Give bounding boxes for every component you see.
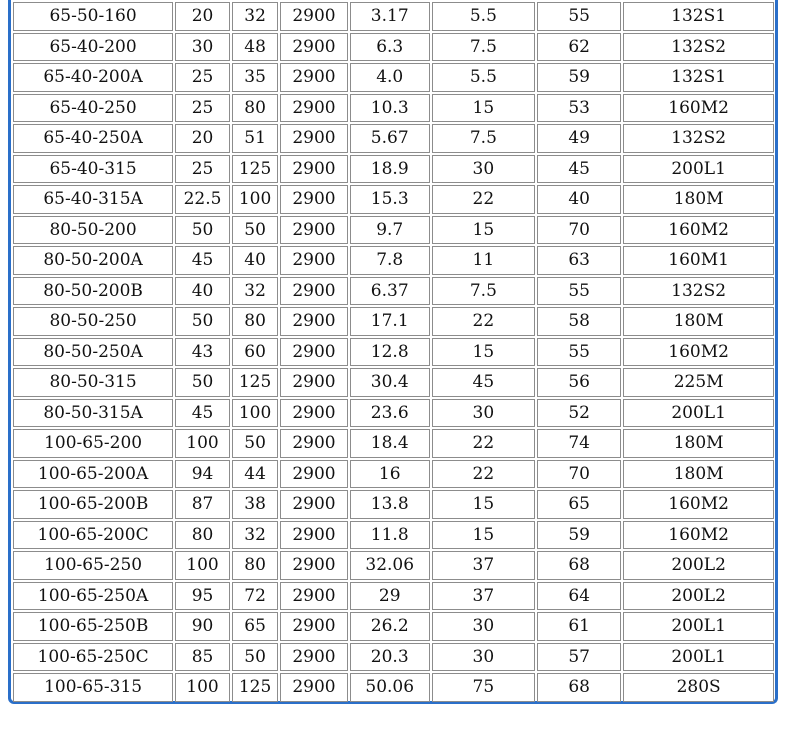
efficiency-cell: 57 — [537, 643, 621, 672]
shaft-power-cell: 7.8 — [350, 246, 430, 275]
efficiency-cell: 55 — [537, 338, 621, 367]
speed-cell: 2900 — [280, 673, 347, 702]
efficiency-cell: 70 — [537, 460, 621, 489]
motor-model-cell: 180M — [623, 185, 774, 214]
motor-power-cell: 15 — [432, 490, 535, 519]
flow-cell: 30 — [175, 33, 230, 62]
efficiency-cell: 59 — [537, 521, 621, 550]
model-cell: 80-50-200A — [13, 246, 173, 275]
efficiency-cell: 61 — [537, 612, 621, 641]
speed-cell: 2900 — [280, 643, 347, 672]
efficiency-cell: 56 — [537, 368, 621, 397]
head-cell: 125 — [232, 368, 278, 397]
flow-cell: 94 — [175, 460, 230, 489]
motor-power-cell: 15 — [432, 94, 535, 123]
flow-cell: 45 — [175, 399, 230, 428]
motor-model-cell: 160M2 — [623, 94, 774, 123]
table-row — [13, 490, 774, 519]
model-cell: 65-40-250A — [13, 124, 173, 153]
speed-cell: 2900 — [280, 551, 347, 580]
efficiency-cell: 68 — [537, 673, 621, 702]
head-cell: 80 — [232, 551, 278, 580]
pump-spec-table — [11, 0, 776, 704]
flow-cell: 80 — [175, 521, 230, 550]
motor-model-cell: 180M — [623, 307, 774, 336]
head-cell: 65 — [232, 612, 278, 641]
table-row — [13, 307, 774, 336]
table-row — [13, 246, 774, 275]
table-row — [13, 216, 774, 245]
table-row — [13, 399, 774, 428]
efficiency-cell: 74 — [537, 429, 621, 458]
motor-model-cell: 200L1 — [623, 155, 774, 184]
shaft-power-cell: 13.8 — [350, 490, 430, 519]
motor-power-cell: 37 — [432, 582, 535, 611]
table-row — [13, 460, 774, 489]
table-row — [13, 185, 774, 214]
table-body — [13, 2, 774, 702]
efficiency-cell: 63 — [537, 246, 621, 275]
motor-model-cell: 225M — [623, 368, 774, 397]
head-cell: 125 — [232, 155, 278, 184]
flow-cell: 40 — [175, 277, 230, 306]
head-cell: 32 — [232, 2, 278, 31]
table-row — [13, 338, 774, 367]
flow-cell: 50 — [175, 368, 230, 397]
motor-model-cell: 132S2 — [623, 277, 774, 306]
efficiency-cell: 53 — [537, 94, 621, 123]
speed-cell: 2900 — [280, 2, 347, 31]
shaft-power-cell: 6.37 — [350, 277, 430, 306]
motor-power-cell: 22 — [432, 185, 535, 214]
shaft-power-cell: 9.7 — [350, 216, 430, 245]
speed-cell: 2900 — [280, 94, 347, 123]
speed-cell: 2900 — [280, 277, 347, 306]
head-cell: 32 — [232, 277, 278, 306]
shaft-power-cell: 17.1 — [350, 307, 430, 336]
motor-power-cell: 75 — [432, 673, 535, 702]
speed-cell: 2900 — [280, 63, 347, 92]
table-frame — [8, 0, 778, 704]
head-cell: 51 — [232, 124, 278, 153]
flow-cell: 43 — [175, 338, 230, 367]
motor-model-cell: 132S1 — [623, 2, 774, 31]
head-cell: 80 — [232, 307, 278, 336]
speed-cell: 2900 — [280, 399, 347, 428]
motor-model-cell: 160M2 — [623, 521, 774, 550]
speed-cell: 2900 — [280, 460, 347, 489]
model-cell: 65-40-315A — [13, 185, 173, 214]
table-row — [13, 33, 774, 62]
model-cell: 65-50-160 — [13, 2, 173, 31]
speed-cell: 2900 — [280, 307, 347, 336]
model-cell: 100-65-250C — [13, 643, 173, 672]
model-cell: 100-65-250 — [13, 551, 173, 580]
motor-power-cell: 7.5 — [432, 124, 535, 153]
shaft-power-cell: 11.8 — [350, 521, 430, 550]
flow-cell: 85 — [175, 643, 230, 672]
model-cell: 65-40-200 — [13, 33, 173, 62]
head-cell: 80 — [232, 94, 278, 123]
model-cell: 100-65-250B — [13, 612, 173, 641]
motor-model-cell: 200L1 — [623, 399, 774, 428]
table-row — [13, 429, 774, 458]
speed-cell: 2900 — [280, 582, 347, 611]
model-cell: 80-50-315A — [13, 399, 173, 428]
table-row — [13, 551, 774, 580]
flow-cell: 100 — [175, 673, 230, 702]
flow-cell: 100 — [175, 551, 230, 580]
table-row — [13, 277, 774, 306]
efficiency-cell: 49 — [537, 124, 621, 153]
efficiency-cell: 58 — [537, 307, 621, 336]
motor-power-cell: 5.5 — [432, 2, 535, 31]
head-cell: 35 — [232, 63, 278, 92]
head-cell: 50 — [232, 429, 278, 458]
table-row — [13, 2, 774, 31]
motor-power-cell: 45 — [432, 368, 535, 397]
efficiency-cell: 45 — [537, 155, 621, 184]
shaft-power-cell: 23.6 — [350, 399, 430, 428]
model-cell: 100-65-200A — [13, 460, 173, 489]
efficiency-cell: 70 — [537, 216, 621, 245]
motor-model-cell: 160M1 — [623, 246, 774, 275]
head-cell: 60 — [232, 338, 278, 367]
motor-power-cell: 30 — [432, 643, 535, 672]
shaft-power-cell: 6.3 — [350, 33, 430, 62]
motor-power-cell: 11 — [432, 246, 535, 275]
speed-cell: 2900 — [280, 490, 347, 519]
motor-model-cell: 132S2 — [623, 124, 774, 153]
model-cell: 100-65-200C — [13, 521, 173, 550]
speed-cell: 2900 — [280, 246, 347, 275]
head-cell: 50 — [232, 643, 278, 672]
efficiency-cell: 64 — [537, 582, 621, 611]
motor-power-cell: 15 — [432, 521, 535, 550]
motor-model-cell: 160M2 — [623, 338, 774, 367]
shaft-power-cell: 10.3 — [350, 94, 430, 123]
flow-cell: 25 — [175, 63, 230, 92]
motor-power-cell: 22 — [432, 460, 535, 489]
motor-model-cell: 180M — [623, 460, 774, 489]
motor-model-cell: 200L1 — [623, 643, 774, 672]
head-cell: 100 — [232, 399, 278, 428]
head-cell: 50 — [232, 216, 278, 245]
table-row — [13, 124, 774, 153]
model-cell: 100-65-200B — [13, 490, 173, 519]
motor-power-cell: 30 — [432, 612, 535, 641]
flow-cell: 50 — [175, 216, 230, 245]
model-cell: 65-40-315 — [13, 155, 173, 184]
speed-cell: 2900 — [280, 185, 347, 214]
efficiency-cell: 68 — [537, 551, 621, 580]
motor-model-cell: 160M2 — [623, 490, 774, 519]
table-row — [13, 521, 774, 550]
flow-cell: 90 — [175, 612, 230, 641]
table-row — [13, 63, 774, 92]
table-row — [13, 94, 774, 123]
speed-cell: 2900 — [280, 521, 347, 550]
model-cell: 80-50-200 — [13, 216, 173, 245]
speed-cell: 2900 — [280, 216, 347, 245]
shaft-power-cell: 29 — [350, 582, 430, 611]
speed-cell: 2900 — [280, 33, 347, 62]
shaft-power-cell: 5.67 — [350, 124, 430, 153]
model-cell: 65-40-200A — [13, 63, 173, 92]
head-cell: 44 — [232, 460, 278, 489]
shaft-power-cell: 15.3 — [350, 185, 430, 214]
speed-cell: 2900 — [280, 429, 347, 458]
motor-model-cell: 200L1 — [623, 612, 774, 641]
shaft-power-cell: 20.3 — [350, 643, 430, 672]
flow-cell: 95 — [175, 582, 230, 611]
efficiency-cell: 59 — [537, 63, 621, 92]
motor-model-cell: 160M2 — [623, 216, 774, 245]
motor-model-cell: 200L2 — [623, 582, 774, 611]
head-cell: 38 — [232, 490, 278, 519]
flow-cell: 50 — [175, 307, 230, 336]
shaft-power-cell: 50.06 — [350, 673, 430, 702]
flow-cell: 20 — [175, 2, 230, 31]
flow-cell: 87 — [175, 490, 230, 519]
flow-cell: 25 — [175, 155, 230, 184]
flow-cell: 45 — [175, 246, 230, 275]
motor-power-cell: 5.5 — [432, 63, 535, 92]
table-row — [13, 368, 774, 397]
table-row — [13, 612, 774, 641]
model-cell: 80-50-250A — [13, 338, 173, 367]
table-row — [13, 155, 774, 184]
speed-cell: 2900 — [280, 338, 347, 367]
head-cell: 125 — [232, 673, 278, 702]
model-cell: 100-65-200 — [13, 429, 173, 458]
shaft-power-cell: 16 — [350, 460, 430, 489]
table-row — [13, 582, 774, 611]
speed-cell: 2900 — [280, 368, 347, 397]
model-cell: 100-65-250A — [13, 582, 173, 611]
efficiency-cell: 55 — [537, 2, 621, 31]
motor-power-cell: 30 — [432, 399, 535, 428]
motor-power-cell: 22 — [432, 307, 535, 336]
motor-model-cell: 200L2 — [623, 551, 774, 580]
head-cell: 40 — [232, 246, 278, 275]
head-cell: 48 — [232, 33, 278, 62]
shaft-power-cell: 26.2 — [350, 612, 430, 641]
model-cell: 80-50-250 — [13, 307, 173, 336]
shaft-power-cell: 32.06 — [350, 551, 430, 580]
shaft-power-cell: 30.4 — [350, 368, 430, 397]
model-cell: 100-65-315 — [13, 673, 173, 702]
flow-cell: 25 — [175, 94, 230, 123]
motor-power-cell: 22 — [432, 429, 535, 458]
motor-model-cell: 132S2 — [623, 33, 774, 62]
head-cell: 32 — [232, 521, 278, 550]
efficiency-cell: 40 — [537, 185, 621, 214]
motor-model-cell: 280S — [623, 673, 774, 702]
table-row — [13, 673, 774, 702]
motor-model-cell: 132S1 — [623, 63, 774, 92]
efficiency-cell: 62 — [537, 33, 621, 62]
shaft-power-cell: 18.4 — [350, 429, 430, 458]
speed-cell: 2900 — [280, 612, 347, 641]
motor-power-cell: 30 — [432, 155, 535, 184]
motor-model-cell: 180M — [623, 429, 774, 458]
motor-power-cell: 7.5 — [432, 277, 535, 306]
flow-cell: 22.5 — [175, 185, 230, 214]
shaft-power-cell: 12.8 — [350, 338, 430, 367]
head-cell: 100 — [232, 185, 278, 214]
head-cell: 72 — [232, 582, 278, 611]
shaft-power-cell: 4.0 — [350, 63, 430, 92]
motor-power-cell: 7.5 — [432, 33, 535, 62]
efficiency-cell: 65 — [537, 490, 621, 519]
motor-power-cell: 37 — [432, 551, 535, 580]
speed-cell: 2900 — [280, 124, 347, 153]
motor-power-cell: 15 — [432, 216, 535, 245]
speed-cell: 2900 — [280, 155, 347, 184]
flow-cell: 100 — [175, 429, 230, 458]
efficiency-cell: 52 — [537, 399, 621, 428]
model-cell: 65-40-250 — [13, 94, 173, 123]
efficiency-cell: 55 — [537, 277, 621, 306]
shaft-power-cell: 3.17 — [350, 2, 430, 31]
table-row — [13, 643, 774, 672]
model-cell: 80-50-200B — [13, 277, 173, 306]
motor-power-cell: 15 — [432, 338, 535, 367]
shaft-power-cell: 18.9 — [350, 155, 430, 184]
model-cell: 80-50-315 — [13, 368, 173, 397]
flow-cell: 20 — [175, 124, 230, 153]
